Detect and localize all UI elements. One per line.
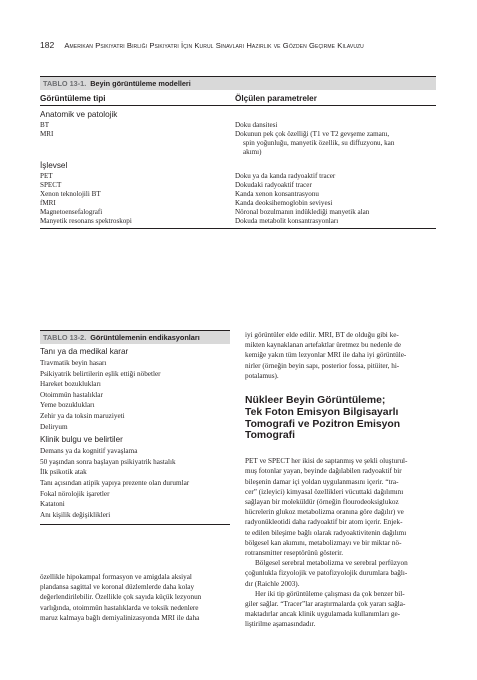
text-line: çoğunlukla fizyolojik ve patofizyolojik durumlara bağlı- [245, 569, 408, 578]
text-line: bölgesel kan akımını, metabolizmayı ve bir miktar nö- [245, 538, 402, 547]
parameter-line: Nöronal bozulmanın indüklediği manyetik alan [235, 208, 370, 216]
table-row [40, 199, 436, 208]
table-caption-number: TABLO 13-2. [43, 333, 87, 342]
text-line: te edilen bileşime bağlı olarak radyoaktivitenin dağılımı [245, 528, 407, 537]
text-line: radyonükleotidi daha radyoaktif bir atom içerir. Enjek- [245, 518, 403, 527]
table-row [40, 130, 436, 157]
parameter-line: Kanda deoksihemoglobin seviyesi [235, 199, 333, 207]
text-line: bileşenin damar içi yoldan uygulanmasını içerir. “tra- [245, 477, 399, 486]
list-item: Fokal nörolojik işaretler [40, 489, 110, 498]
text-line: PET ve SPECT her ikisi de saptanmış ve şekli oluşturul- [245, 457, 408, 466]
imaging-type-cell: Xenon teknolojili BT [40, 190, 101, 198]
text-line: plandansa sagittal ve koronal düzlemlerde daha kolay [40, 583, 195, 592]
parameter-cell [235, 181, 431, 190]
text-line: cer” (izleyici) kimyasal özellikleri vücuttaki dağılımını [245, 487, 404, 496]
text-line: liştirilme aşamasındadır. [245, 620, 316, 629]
list-item: İlk psikotik atak [40, 468, 87, 477]
text-line: değerlendirilebilir. Özellikle çok sayıda küçük lezyonun [40, 593, 202, 602]
text-line: özellikle hipokampal formasyon ve amigdala aksiyal [40, 573, 192, 581]
running-title: Amerikan Psikiyatri Birliği Psikiyatri İçin Kurul Sınavları Hazırlık ve Gözden Geçirme Kılavuzu [64, 41, 364, 50]
section-heading [245, 395, 437, 442]
imaging-type-cell: SPECT [40, 181, 62, 189]
parameter-line: Dokunun pek çok özelliği (T1 ve T2 gevşeme zamanı, [235, 130, 390, 138]
imaging-type-cell: Magnetoensefalografi [40, 208, 103, 216]
imaging-type-cell: PET [40, 172, 53, 180]
heading-line: Tek Foton Emisyon Bilgisayarlı [245, 406, 399, 418]
heading-line: Nükleer Beyin Görüntüleme; [245, 395, 386, 407]
table-caption [40, 76, 436, 90]
text-line: Her iki tip görüntüleme çalışması da çok benzer bil- [255, 589, 405, 598]
parameter-cell [235, 208, 431, 217]
text-line: sağlayan bir moleküldür (örneğin flourodeoksiglukoz [245, 498, 399, 507]
table-row [40, 181, 436, 190]
list-item: 50 yaşından sonra başlayan psikiyatrik hastalık [40, 457, 176, 466]
table-caption [40, 330, 230, 344]
table-row [40, 172, 436, 181]
table-row [40, 208, 436, 217]
table-brain-imaging-models [40, 76, 436, 229]
list-item: Zehir ya da toksin maruziyeti [40, 411, 125, 420]
table-caption-title: Beyin görüntüleme modelleri [90, 79, 191, 88]
list-item: Hareket bozuklukları [40, 380, 101, 389]
table-bottom-rule [40, 228, 436, 229]
text-line: mikten kaynaklanan artefaktlar üretmez bu nedenle de [245, 341, 402, 350]
body-paragraph [245, 558, 437, 589]
imaging-type-cell: BT [40, 121, 50, 129]
left-body-paragraph [40, 572, 232, 623]
parameter-line: Kanda xenon konsantrasyonu [235, 190, 319, 198]
text-line: varlığında, otoimmün hastalıklarda ve toksik nedenlere [40, 603, 199, 612]
table-body [40, 106, 436, 226]
parameter-line: akımı) [243, 148, 262, 156]
text-line: giler sağlar. “Tracer”lar araştırmalarda çok yararı sağla- [245, 600, 406, 609]
heading-line: Tomografi ve Pozitron Emisyon [245, 418, 401, 430]
list-item: Demans ya da kognitif yavaşlama [40, 447, 138, 456]
parameter-cell [235, 130, 431, 157]
running-header [40, 40, 440, 50]
table-section-title: Anatomik ve patolojik [40, 110, 118, 119]
table-row [40, 121, 436, 130]
column-header-measured-parameters: Ölçülen parametreler [235, 94, 317, 103]
parameter-cell [235, 121, 431, 130]
text-line: dır (Raichle 2003). [245, 579, 300, 588]
body-paragraph [245, 456, 437, 558]
list-item: Otoimmün hastalıklar [40, 390, 103, 399]
table-section-title: Klinik bulgu ve belirtiler [40, 435, 123, 445]
text-line: maruz kalmaya bağlı demiyalinizasyonda MRI ile daha [40, 613, 200, 622]
table-bottom-rule [40, 524, 230, 525]
text-line: hücrelerin glukoz metabolizma oranına göre dağılır) ve [245, 508, 404, 517]
list-item: Travmatik beyin hasarı [40, 359, 107, 367]
table-imaging-indications [40, 330, 230, 525]
list-item: Katatoni [40, 500, 65, 509]
parameter-cell [235, 190, 431, 199]
table-caption-number: TABLO 13-1. [43, 79, 87, 88]
right-intro-paragraph [245, 330, 437, 381]
imaging-type-cell: MRI [40, 130, 54, 138]
text-line: kemiğe yakın tüm lezyonlar MRI ile daha iyi görüntüle- [245, 351, 407, 360]
imaging-type-cell: Manyetik resonans spektroskopi [40, 217, 132, 225]
heading-line: Tomografi [245, 430, 296, 442]
parameter-line: Dokudaki radyoaktif tracer [235, 181, 312, 189]
parameter-line: Doku dansitesi [235, 121, 278, 129]
parameter-line: Doku ya da kanda radyoaktif tracer [235, 172, 336, 180]
table-section-title: İşlevsel [40, 161, 68, 170]
list-item: Tanı açısından atipik yapıya prezente olan durumlar [40, 478, 190, 487]
text-line: potalamus). [245, 371, 279, 380]
body-paragraph [245, 589, 437, 630]
text-line: nirler (örneğin beyin sapı, posterior fossa, pitüiter, hi- [245, 361, 400, 370]
table-row [40, 190, 436, 199]
table-section-title: Tanı ya da medikal karar [40, 347, 129, 356]
text-line: muş fotonlar yayan, beyinde dağılabilen radyoaktif bir [245, 467, 402, 476]
parameter-line: spin yoğunluğu, manyetik özellik, su diffuzyonu, kan [243, 139, 395, 147]
parameter-cell [235, 199, 431, 208]
parameter-cell [235, 217, 431, 226]
imaging-type-cell: fMRI [40, 199, 56, 207]
table-header-row [40, 90, 436, 106]
text-line: maktadırlar ancak klinik uygulamada kullanımları ge- [245, 610, 401, 619]
table-row [40, 217, 436, 226]
text-line: iyi görüntüler elde edilir. MRI, BT de olduğu gibi ke- [245, 331, 399, 339]
page-number: 182 [40, 40, 55, 50]
column-header-imaging-type: Görüntüleme tipi [40, 94, 106, 103]
list-item: Yeme bozuklukları [40, 401, 95, 410]
table-body [40, 344, 230, 520]
parameter-cell [235, 172, 431, 181]
text-line: Bölgesel serebral metabolizma ve serebral perfüzyon [255, 559, 408, 568]
list-item: Deliryum [40, 422, 68, 431]
parameter-line: Dokuda metabolit konsantrasyonları [235, 217, 339, 225]
list-item: Psikiyatrik belirtilerin eşlik ettiği nöbetler [40, 369, 161, 378]
table-caption-title: Görüntülemenin endikasyonları [90, 333, 200, 342]
list-item: Anı kişilik değişiklikleri [40, 510, 111, 519]
right-column [245, 330, 437, 630]
text-line: rotransmitter reseptörünü gösterir. [245, 549, 344, 558]
